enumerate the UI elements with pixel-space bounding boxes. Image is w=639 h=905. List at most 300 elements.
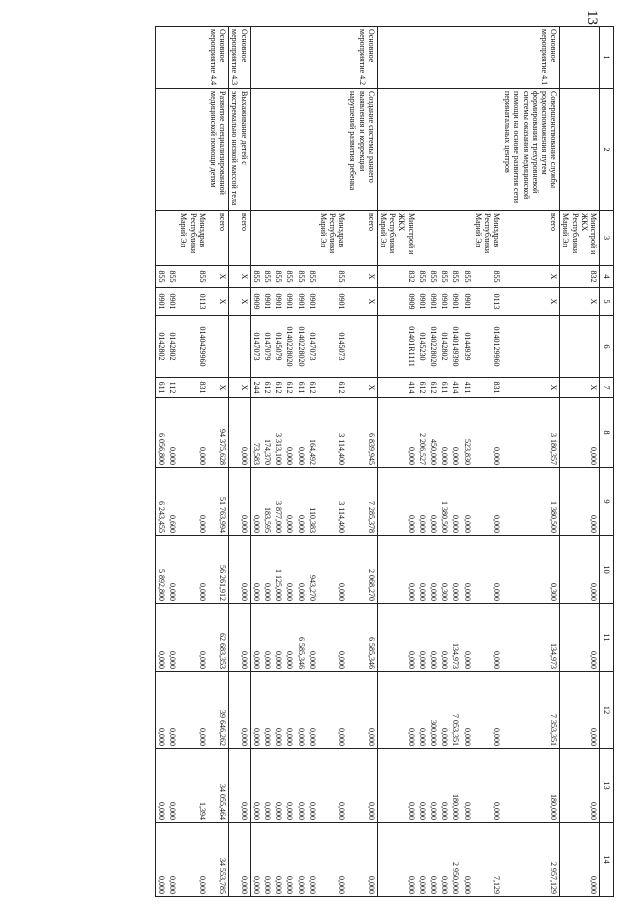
header-row <box>600 27 614 897</box>
cell-c3: Минздрав Республики Марий Эл <box>318 211 348 266</box>
cell-c12: 0,000 <box>307 672 318 749</box>
cell-c11: 6 585,346 <box>295 604 306 672</box>
cell-c8: 3 114,400 <box>318 398 348 468</box>
budget-table <box>155 26 614 897</box>
cell-c14: 2 957,129 <box>502 823 560 897</box>
cell-c10: 0,000 <box>318 536 348 604</box>
cell-c3 <box>284 211 295 266</box>
cell-c13: 0,000 <box>284 749 295 823</box>
cell-c12: 300,000 <box>428 672 439 749</box>
cell-c7: 112 <box>167 378 178 398</box>
cell-c1 <box>262 27 273 89</box>
cell-c1 <box>155 27 167 89</box>
cell-c13: 0,000 <box>155 749 167 823</box>
cell-c11: 0,000 <box>417 604 428 672</box>
cell-c2 <box>307 89 318 211</box>
cell-c2 <box>273 89 284 211</box>
cell-c9: 7 285,378 <box>347 468 377 536</box>
cell-c3 <box>428 211 439 266</box>
cell-c10: 0,000 <box>473 536 503 604</box>
cell-c9: 0,000 <box>295 468 306 536</box>
cell-c14: 0,000 <box>178 823 208 897</box>
cell-c10: 0,000 <box>262 536 273 604</box>
cell-c2 <box>250 89 262 211</box>
cell-c9: 0,000 <box>428 468 439 536</box>
cell-c7: X <box>560 378 600 398</box>
cell-c7: 611 <box>439 378 450 398</box>
cell-c2 <box>284 89 295 211</box>
cell-c1 <box>428 27 439 89</box>
cell-c12: 0,000 <box>262 672 273 749</box>
cell-c3 <box>250 211 262 266</box>
cell-c11: 6 585,346 <box>347 604 377 672</box>
column-header-11: 11 <box>600 604 614 672</box>
cell-c4: 855 <box>439 266 450 288</box>
cell-c4: X <box>208 266 229 288</box>
table-row <box>178 27 208 897</box>
cell-c4: 855 <box>318 266 348 288</box>
cell-c1 <box>461 27 472 89</box>
column-header-4: 4 <box>600 266 614 288</box>
cell-c10: 0,000 <box>167 536 178 604</box>
cell-c14: 7,129 <box>473 823 503 897</box>
cell-c8: 0,000 <box>284 398 295 468</box>
cell-c13: 0,000 <box>167 749 178 823</box>
cell-c9: 0,000 <box>229 468 250 536</box>
cell-c3 <box>417 211 428 266</box>
cell-c4: 832 <box>377 266 416 288</box>
cell-c12: 0,000 <box>167 672 178 749</box>
cell-c10: 0,000 <box>178 536 208 604</box>
cell-c4: 855 <box>473 266 503 288</box>
cell-c6: 0145073 <box>318 316 348 378</box>
cell-c10: 0,300 <box>439 536 450 604</box>
cell-c7: 612 <box>284 378 295 398</box>
cell-c6: 0140429960 <box>178 316 208 378</box>
cell-c6 <box>347 316 377 378</box>
table-row <box>347 27 377 897</box>
cell-c14: 0,000 <box>295 823 306 897</box>
cell-c14: 0,000 <box>167 823 178 897</box>
column-header-6: 6 <box>600 316 614 378</box>
cell-c13: 0,000 <box>273 749 284 823</box>
cell-c11: 0,000 <box>377 604 416 672</box>
cell-c4: X <box>502 266 560 288</box>
cell-c8: 73,583 <box>250 398 262 468</box>
cell-c7: 414 <box>450 378 461 398</box>
cell-c14: 2 950,000 <box>450 823 461 897</box>
cell-c11: 134,973 <box>450 604 461 672</box>
cell-c5: 0901 <box>417 288 428 316</box>
cell-c8: 0,000 <box>450 398 461 468</box>
cell-c1 <box>417 27 428 89</box>
cell-c11: 0,000 <box>560 604 600 672</box>
cell-c7: 414 <box>377 378 416 398</box>
cell-c9: 3 114,400 <box>318 468 348 536</box>
cell-c3 <box>167 211 178 266</box>
cell-c8: 6 056,800 <box>155 398 167 468</box>
cell-c1 <box>273 27 284 89</box>
cell-c4: X <box>347 266 377 288</box>
cell-c11: 0,000 <box>307 604 318 672</box>
cell-c5: 0901 <box>262 288 273 316</box>
cell-c6: 0140149390 <box>450 316 461 378</box>
cell-c14: 0,000 <box>347 823 377 897</box>
cell-c3 <box>307 211 318 266</box>
cell-c12: 39 646,262 <box>208 672 229 749</box>
cell-c14: 0,000 <box>307 823 318 897</box>
cell-c8: 0,000 <box>295 398 306 468</box>
cell-c13: 0,000 <box>461 749 472 823</box>
cell-c3 <box>273 211 284 266</box>
cell-c14: 0,000 <box>229 823 250 897</box>
cell-c2 <box>461 89 472 211</box>
table-row <box>450 27 461 897</box>
cell-c10: 0,000 <box>560 536 600 604</box>
cell-c12: 7 053,351 <box>450 672 461 749</box>
column-header-1: 1 <box>600 27 614 89</box>
cell-c9: 1 380,500 <box>502 468 560 536</box>
cell-c7: 612 <box>428 378 439 398</box>
cell-c11: 0,000 <box>473 604 503 672</box>
cell-c8: 523,830 <box>461 398 472 468</box>
cell-c9: 0,000 <box>560 468 600 536</box>
cell-c9: 51 763,994 <box>208 468 229 536</box>
cell-c2: Создание системы раннего выявления и коррекции нарушений развития ребенка <box>347 89 377 211</box>
cell-c12: 0,000 <box>560 672 600 749</box>
cell-c12: 0,000 <box>178 672 208 749</box>
cell-c1 <box>439 27 450 89</box>
cell-c6: 0147079 <box>262 316 273 378</box>
column-header-10: 10 <box>600 536 614 604</box>
cell-c14: 0,000 <box>284 823 295 897</box>
column-header-13: 13 <box>600 749 614 823</box>
cell-c6 <box>560 316 600 378</box>
cell-c4: 855 <box>461 266 472 288</box>
cell-c5: 0901 <box>295 288 306 316</box>
cell-c7: 612 <box>318 378 348 398</box>
cell-c8: 0,000 <box>229 398 250 468</box>
cell-c3 <box>461 211 472 266</box>
cell-c13: 0,000 <box>473 749 503 823</box>
cell-c6: 0140228020 <box>284 316 295 378</box>
cell-c13: 0,000 <box>307 749 318 823</box>
cell-c8: 0,000 <box>377 398 416 468</box>
cell-c1 <box>560 27 600 89</box>
cell-c14: 0,000 <box>250 823 262 897</box>
cell-c3: Минстрой и ЖКХ Республики Марий Эл <box>377 211 416 266</box>
cell-c6: 0142802 <box>167 316 178 378</box>
cell-c10: 2 068,270 <box>347 536 377 604</box>
cell-c6: 01401R1111 <box>377 316 416 378</box>
cell-c12: 0,000 <box>284 672 295 749</box>
cell-c2 <box>417 89 428 211</box>
cell-c10: 0,000 <box>284 536 295 604</box>
cell-c12: 0,000 <box>155 672 167 749</box>
cell-c3 <box>155 211 167 266</box>
cell-c5: X <box>502 288 560 316</box>
cell-c4: X <box>229 266 250 288</box>
cell-c2: Выхаживание детей с экстремально низкой массой тела <box>229 89 250 211</box>
cell-c7: 611 <box>295 378 306 398</box>
cell-c3: Минстрой и ЖКХ Республики Марий Эл <box>560 211 600 266</box>
cell-c10: 0,000 <box>250 536 262 604</box>
cell-c4: 855 <box>428 266 439 288</box>
cell-c11: 62 683,353 <box>208 604 229 672</box>
cell-c5: 0901 <box>318 288 348 316</box>
table-row <box>473 27 503 897</box>
cell-c11: 0,000 <box>250 604 262 672</box>
rotated-table-container <box>74 26 614 896</box>
column-header-12: 12 <box>600 672 614 749</box>
table-row <box>208 27 229 897</box>
cell-c10: 0,000 <box>229 536 250 604</box>
cell-c8: 0,000 <box>178 398 208 468</box>
cell-c5: X <box>208 288 229 316</box>
cell-c10: 0,000 <box>428 536 439 604</box>
table-row <box>439 27 450 897</box>
cell-c6: 0142802 <box>439 316 450 378</box>
cell-c5: 0901 <box>461 288 472 316</box>
cell-c3: всего <box>229 211 250 266</box>
cell-c7: 831 <box>178 378 208 398</box>
cell-c9: 0,000 <box>377 468 416 536</box>
cell-c5: 0901 <box>155 288 167 316</box>
cell-c1 <box>178 27 208 89</box>
table-row <box>307 27 318 897</box>
cell-c13: 0,000 <box>428 749 439 823</box>
cell-c14: 0,000 <box>155 823 167 897</box>
cell-c6: 0140228020 <box>428 316 439 378</box>
cell-c6: 0140228020 <box>295 316 306 378</box>
cell-c1 <box>377 27 416 89</box>
cell-c6: 0147073 <box>307 316 318 378</box>
table-row <box>262 27 273 897</box>
column-header-14: 14 <box>600 823 614 897</box>
cell-c5: 0901 <box>273 288 284 316</box>
cell-c8: 174,370 <box>262 398 273 468</box>
cell-c11: 0,000 <box>178 604 208 672</box>
cell-c1 <box>473 27 503 89</box>
cell-c3 <box>295 211 306 266</box>
cell-c9: 0,000 <box>417 468 428 536</box>
cell-c2 <box>377 89 416 211</box>
cell-c12: 0,000 <box>318 672 348 749</box>
cell-c11: 0,000 <box>229 604 250 672</box>
cell-c10: 0,000 <box>450 536 461 604</box>
cell-c12: 0,000 <box>229 672 250 749</box>
cell-c14: 0,000 <box>428 823 439 897</box>
cell-c7: X <box>229 378 250 398</box>
cell-c3 <box>262 211 273 266</box>
cell-c10: 943,270 <box>307 536 318 604</box>
cell-c13: 0,000 <box>295 749 306 823</box>
table-body <box>155 27 599 897</box>
table-row <box>295 27 306 897</box>
cell-c14: 0,000 <box>461 823 472 897</box>
cell-c10: 0,300 <box>502 536 560 604</box>
cell-c5: X <box>347 288 377 316</box>
cell-c8: 0,000 <box>473 398 503 468</box>
cell-c11: 0,000 <box>155 604 167 672</box>
cell-c13: 34 055,464 <box>208 749 229 823</box>
cell-c6: 0147073 <box>250 316 262 378</box>
table-row <box>273 27 284 897</box>
cell-c13: 0,000 <box>262 749 273 823</box>
table-row <box>167 27 178 897</box>
cell-c4: 855 <box>284 266 295 288</box>
cell-c13: 180,000 <box>502 749 560 823</box>
cell-c4: 832 <box>560 266 600 288</box>
cell-c9: 0,000 <box>473 468 503 536</box>
cell-c5: 0909 <box>377 288 416 316</box>
table-row <box>318 27 348 897</box>
column-header-2: 2 <box>600 89 614 211</box>
cell-c14: 0,000 <box>262 823 273 897</box>
cell-c12: 0,000 <box>273 672 284 749</box>
table-row <box>428 27 439 897</box>
cell-c5: X <box>560 288 600 316</box>
cell-c4: 855 <box>307 266 318 288</box>
cell-c9: 1 380,500 <box>439 468 450 536</box>
cell-c12: 0,000 <box>473 672 503 749</box>
cell-c12: 0,000 <box>295 672 306 749</box>
cell-c2 <box>450 89 461 211</box>
column-header-3: 3 <box>600 211 614 266</box>
cell-c3: всего <box>347 211 377 266</box>
cell-c2 <box>560 89 600 211</box>
cell-c14: 0,000 <box>439 823 450 897</box>
cell-c13: 0,000 <box>250 749 262 823</box>
cell-c1 <box>295 27 306 89</box>
cell-c12: 0,000 <box>250 672 262 749</box>
cell-c8: 164,492 <box>307 398 318 468</box>
cell-c3: всего <box>208 211 229 266</box>
cell-c5: 0113 <box>473 288 503 316</box>
cell-c13: 0,000 <box>377 749 416 823</box>
cell-c5: 0901 <box>450 288 461 316</box>
cell-c10: 0,000 <box>461 536 472 604</box>
cell-c9: 0,000 <box>178 468 208 536</box>
cell-c9: 110,383 <box>307 468 318 536</box>
cell-c2: Развитие специализированной медицинской помощи детям <box>208 89 229 211</box>
cell-c11: 0,000 <box>461 604 472 672</box>
cell-c14: 34 553,785 <box>208 823 229 897</box>
cell-c14: 0,000 <box>417 823 428 897</box>
cell-c13: 180,000 <box>450 749 461 823</box>
cell-c7: 611 <box>155 378 167 398</box>
cell-c2 <box>473 89 503 211</box>
cell-c2 <box>167 89 178 211</box>
cell-c7: 612 <box>262 378 273 398</box>
cell-c8: 94 375,628 <box>208 398 229 468</box>
table-row <box>417 27 428 897</box>
cell-c5: 0113 <box>178 288 208 316</box>
cell-c9: 183,595 <box>262 468 273 536</box>
cell-c7: X <box>347 378 377 398</box>
cell-c1 <box>250 27 262 89</box>
cell-c8: 0,000 <box>167 398 178 468</box>
table-row <box>377 27 416 897</box>
cell-c7: 612 <box>307 378 318 398</box>
cell-c1: Основное мероприятие 4.4 <box>208 27 229 89</box>
cell-c5: 0901 <box>167 288 178 316</box>
cell-c5: 0901 <box>439 288 450 316</box>
column-header-5: 5 <box>600 288 614 316</box>
cell-c4: 855 <box>295 266 306 288</box>
cell-c6: 0145079 <box>273 316 284 378</box>
cell-c2 <box>439 89 450 211</box>
cell-c6 <box>208 316 229 378</box>
cell-c1 <box>450 27 461 89</box>
cell-c5: X <box>229 288 250 316</box>
cell-c9: 0,000 <box>450 468 461 536</box>
cell-c7: 411 <box>461 378 472 398</box>
cell-c10: 5 892,800 <box>155 536 167 604</box>
cell-c13: 0,000 <box>560 749 600 823</box>
cell-c1: Основное мероприятие 4.3 <box>229 27 250 89</box>
cell-c8: 6 839,945 <box>347 398 377 468</box>
cell-c2 <box>318 89 348 211</box>
cell-c2 <box>262 89 273 211</box>
cell-c2 <box>295 89 306 211</box>
cell-c10: 56 261,912 <box>208 536 229 604</box>
cell-c12: 7 353,351 <box>502 672 560 749</box>
cell-c4: 855 <box>250 266 262 288</box>
cell-c6: 0145230 <box>417 316 428 378</box>
table-row <box>250 27 262 897</box>
table-row <box>229 27 250 897</box>
cell-c12: 0,000 <box>439 672 450 749</box>
cell-c8: 450,000 <box>428 398 439 468</box>
cell-c3 <box>439 211 450 266</box>
cell-c4: 855 <box>178 266 208 288</box>
cell-c4: 855 <box>450 266 461 288</box>
cell-c11: 0,000 <box>439 604 450 672</box>
table-row <box>502 27 560 897</box>
cell-c4: 855 <box>155 266 167 288</box>
cell-c12: 0,000 <box>417 672 428 749</box>
cell-c3: всего <box>502 211 560 266</box>
cell-c6 <box>229 316 250 378</box>
cell-c7: 612 <box>273 378 284 398</box>
cell-c7: X <box>208 378 229 398</box>
cell-c5: 0901 <box>307 288 318 316</box>
cell-c13: 0,000 <box>439 749 450 823</box>
cell-c5: 0909 <box>250 288 262 316</box>
cell-c4: 855 <box>273 266 284 288</box>
cell-c9: 6 243,455 <box>155 468 167 536</box>
cell-c5: 0901 <box>428 288 439 316</box>
cell-c9: 0,000 <box>284 468 295 536</box>
cell-c13: 0,000 <box>318 749 348 823</box>
cell-c4: 855 <box>417 266 428 288</box>
cell-c9: 0,000 <box>250 468 262 536</box>
cell-c6 <box>502 316 560 378</box>
cell-c14: 0,000 <box>273 823 284 897</box>
cell-c13: 0,000 <box>347 749 377 823</box>
cell-c9: 0,000 <box>461 468 472 536</box>
cell-c1: Основное мероприятие 4.2 <box>347 27 377 89</box>
cell-c2 <box>178 89 208 211</box>
cell-c14: 0,000 <box>560 823 600 897</box>
cell-c12: 0,000 <box>461 672 472 749</box>
cell-c11: 0,000 <box>428 604 439 672</box>
cell-c13: 0,000 <box>229 749 250 823</box>
cell-c11: 0,000 <box>167 604 178 672</box>
cell-c6: 0140129960 <box>473 316 503 378</box>
cell-c8: 3 180,357 <box>502 398 560 468</box>
